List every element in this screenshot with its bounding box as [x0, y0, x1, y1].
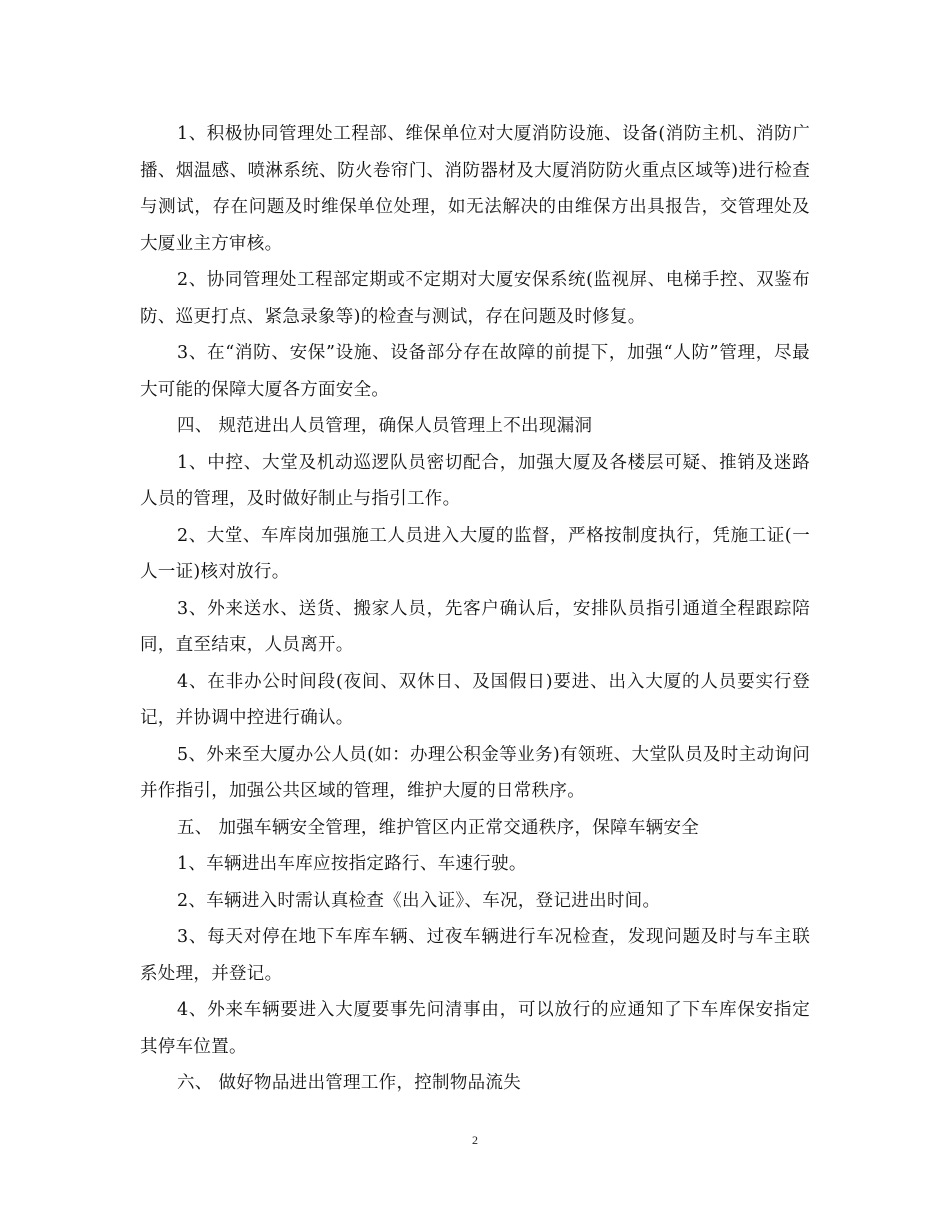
paragraph-vehicle-route: 1、车辆进出车库应按指定路行、车速行驶。 — [177, 854, 527, 874]
paragraph-external-vehicles: 4、外来车辆要进入大厦要事先问清事由，可以放行的应通知了下车库保安指定其停车位置。 — [140, 1000, 810, 1057]
paragraph-delivery-personnel: 3、外来送水、送货、搬家人员，先客户确认后，安排队员指引通道全程跟踪陪同，直至结束，人员离开。 — [140, 598, 810, 655]
paragraph-construction-workers: 2、大堂、车库岗加强施工人员进入大厦的监督，严格按制度执行，凭施工证(一人一证)核对放行。 — [140, 525, 810, 582]
document-body — [140, 116, 810, 1102]
page-number: 2 — [472, 1133, 478, 1147]
section-heading-personnel-management: 四、 规范进出人员管理，确保人员管理上不出现漏洞 — [177, 416, 593, 436]
section-heading-goods-management: 六、 做好物品进出管理工作，控制物品流失 — [177, 1073, 522, 1093]
paragraph-vehicle-pass-check: 2、车辆进入时需认真检查《出入证》、车况，登记进出时间。 — [177, 890, 661, 911]
section-heading-vehicle-safety: 五、 加强车辆安全管理，维护管区内正常交通秩序，保障车辆安全 — [177, 817, 700, 838]
paragraph-vehicle-daily-inspection: 3、每天对停在地下车库车辆、过夜车辆进行车况检查，发现问题及时与车主联系处理，并登记。 — [140, 927, 810, 984]
paragraph-after-hours-registration: 4、在非办公时间段(夜间、双休日、及国假日)要进、出入大厦的人员要实行登记，并协调中控进行确认。 — [140, 671, 810, 728]
paragraph-fire-equipment-check: 1、积极协同管理处工程部、维保单位对大厦消防设施、设备(消防主机、消防广播、烟温感、喷淋系统、防火卷帘门、消防器材及大厦消防防火重点区域等)进行检查与测试，存在问题及时维保单位处理，如无法解决的由维保方出具报告，交管理处及大厦业主方审核。 — [140, 124, 810, 254]
paragraph-human-defense: 3、在“消防、安保”设施、设备部分存在故障的前提下，加强“人防”管理，尽最大可能的保障大厦各方面安全。 — [140, 343, 810, 400]
paragraph-patrol-cooperation: 1、中控、大堂及机动巡逻队员密切配合，加强大厦及各楼层可疑、推销及迷路人员的管理，及时做好制止与指引工作。 — [140, 452, 810, 509]
paragraph-security-system-check: 2、协同管理处工程部定期或不定期对大厦安保系统(监视屏、电梯手控、双鉴布防、巡更打点、紧急录象等)的检查与测试，存在问题及时修复。 — [140, 270, 810, 327]
paragraph-visitor-guidance: 5、外来至大厦办公人员(如：办理公积金等业务)有领班、大堂队员及时主动询问并作指引，加强公共区域的管理，维护大厦的日常秩序。 — [140, 744, 810, 801]
